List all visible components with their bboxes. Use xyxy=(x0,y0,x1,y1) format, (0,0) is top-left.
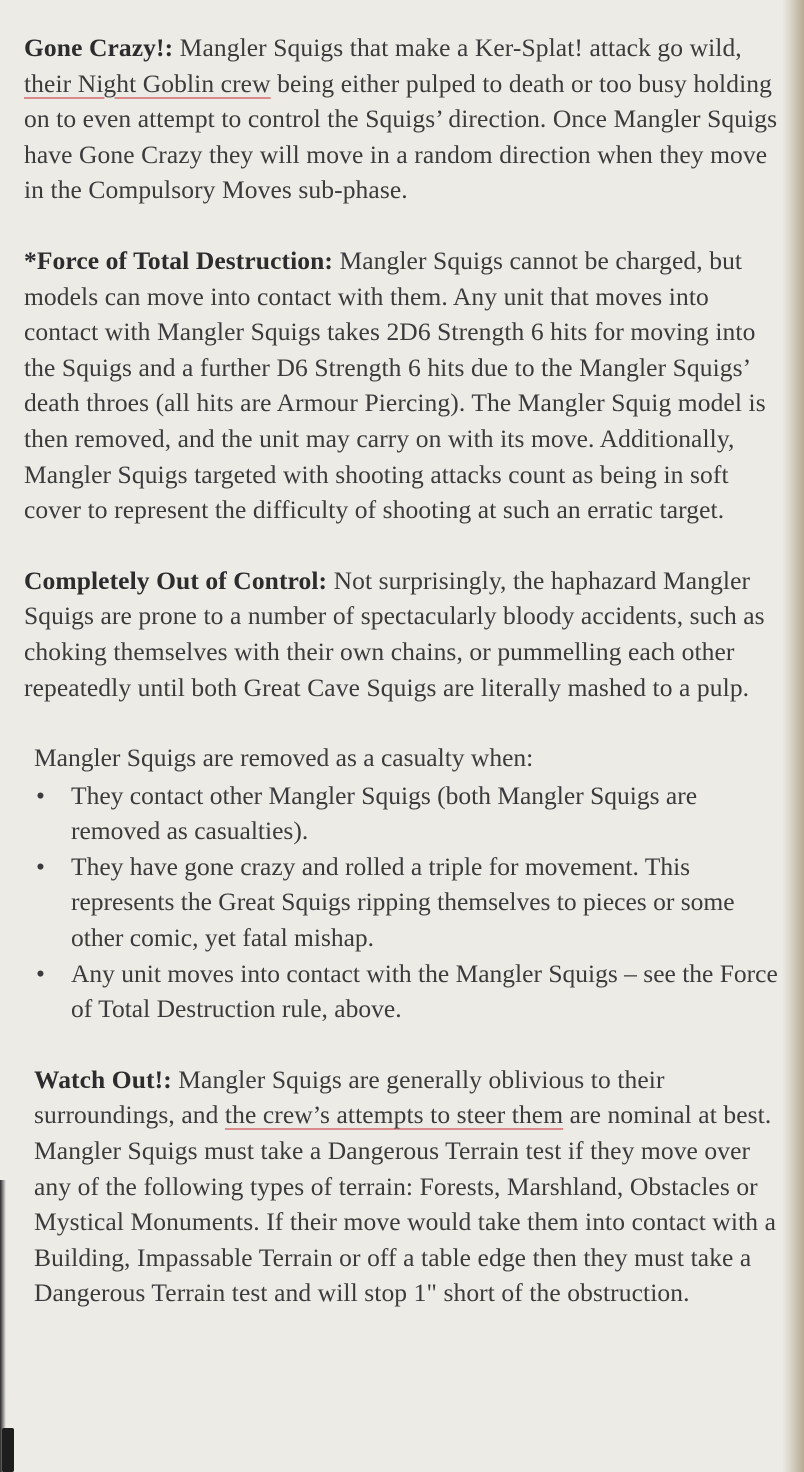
bullet-icon: • xyxy=(36,851,45,881)
list-item-text: Any unit moves into contact with the Mangler Squigs – see the Force of Total Destruction rule, above. xyxy=(71,958,778,1024)
underlined-text: their Night Goblin crew xyxy=(24,68,271,98)
rule-watch-out xyxy=(24,1062,784,1311)
page-edge-shading xyxy=(782,0,804,1472)
rule-title: Watch Out!: xyxy=(34,1064,172,1094)
rule-text: are nominal at best. Mangler Squigs must take a Dangerous Terrain test if they move over any of the following types of terrain: Forests, Marshland, Obstacles or Mystical Monuments. If their move would take them into contact with a Building, Impassable Terrain or off a table edge then they must take a Dangerous Terrain test and will stop 1" short of the obstruction. xyxy=(34,1100,776,1308)
rule-completely-out-of-control xyxy=(24,563,784,705)
rule-force-of-total-destruction xyxy=(24,243,784,528)
bullet-icon: • xyxy=(36,780,45,810)
rule-gone-crazy xyxy=(24,30,784,208)
rule-text: Mangler Squigs that make a Ker-Splat! attack go wild, xyxy=(173,33,742,62)
list-item xyxy=(34,849,784,956)
rule-text: being either pulped to death or too busy holding on to even attempt to control the Squigs’ direction. Once Mangler Squigs have Gone Crazy they will move in a random direction when they move in the Compulsory Moves sub-phase. xyxy=(24,68,778,205)
rule-title: Gone Crazy!: xyxy=(24,33,174,62)
removal-list xyxy=(24,778,784,1027)
rule-text: Mangler Squigs are generally oblivious to their surroundings, and xyxy=(34,1064,665,1130)
list-item-text: They contact other Mangler Squigs (both Mangler Squigs are removed as casualties). xyxy=(71,780,698,846)
paragraph-gap xyxy=(24,705,784,740)
list-item-text: They have gone crazy and rolled a triple for movement. This represents the Great Squigs ripping themselves to pieces or some other comic, yet fatal mishap. xyxy=(71,851,735,953)
bullet-icon: • xyxy=(36,958,45,988)
rules-text xyxy=(24,30,784,1311)
rule-text: Mangler Squigs cannot be charged, but models can move into contact with them. Any unit that moves into contact with Mangler Squigs takes 2D6 Strength 6 hits for moving into the Squigs and a further D6 Strength 6 hits due to the Mangler Squigs’ death throes (all hits are Armour Piercing). The Mangler Squig model is then removed, and the unit may carry on with its move. Additionally, Mangler Squigs targeted with shooting attacks count as being in soft cover to represent the difficulty of shooting at such an erratic target. xyxy=(24,245,766,525)
paragraph-gap xyxy=(24,1027,784,1062)
removal-intro: Mangler Squigs are removed as a casualty when: xyxy=(34,743,534,773)
underlined-text: the crew’s attempts to steer them xyxy=(224,1100,564,1130)
list-item xyxy=(34,956,784,1027)
rule-title: Completely Out of Control: xyxy=(24,565,328,595)
paragraph-gap xyxy=(24,208,784,243)
rule-text: Not surprisingly, the haphazard Mangler Squigs are prone to a number of spectacularly bloody accidents, such as choking themselves with their own chains, or pummelling each other repeatedly until both Great Cave Squigs are literally mashed to a pulp. xyxy=(24,565,765,702)
spine-mark xyxy=(2,1428,14,1472)
paragraph-gap xyxy=(24,528,784,563)
list-item xyxy=(34,778,784,849)
rule-title: *Force of Total Destruction: xyxy=(24,245,333,275)
